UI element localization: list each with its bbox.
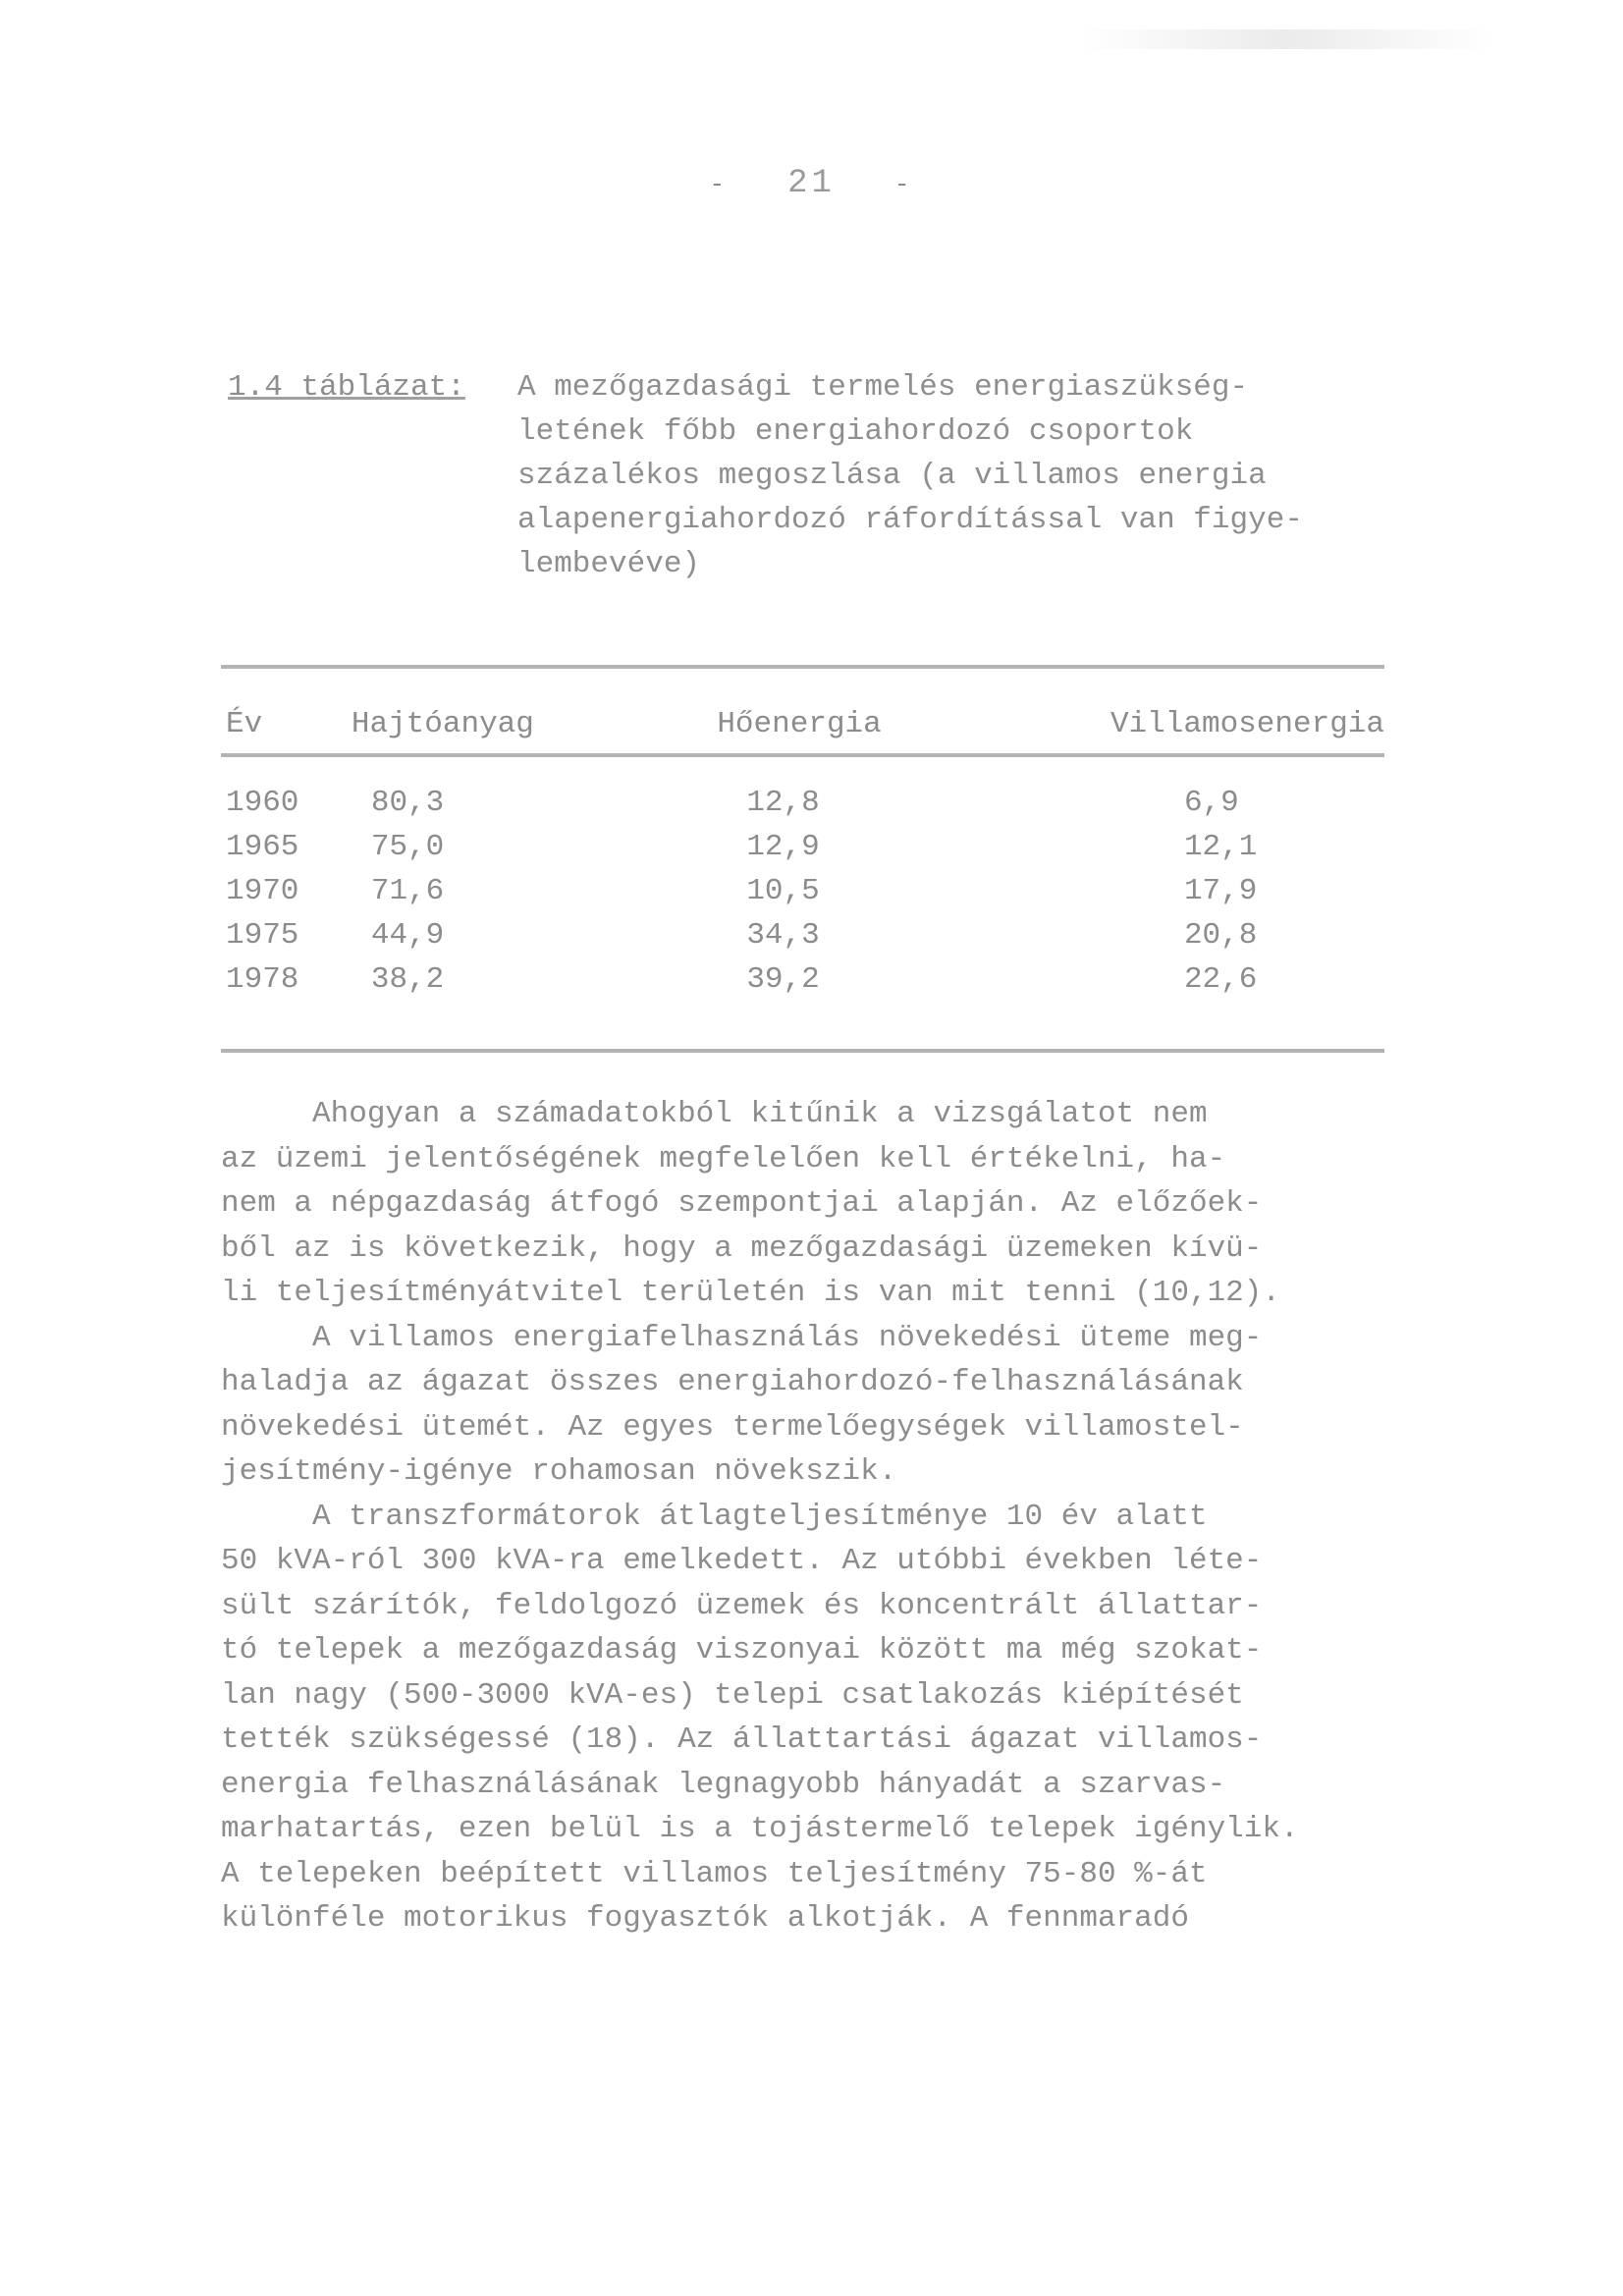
cell-electric-energy: 20,8: [1183, 918, 1258, 953]
cell-fuel: 38,2: [370, 962, 445, 997]
header-fuel: Hajtóanyag: [351, 706, 534, 741]
body-text: [221, 1092, 1429, 1941]
body-line: sült szárítók, feldolgozó üzemek és koncentrált állattar-: [221, 1588, 1263, 1623]
table-bottom-rule: [221, 1049, 1384, 1053]
cell-fuel: 44,9: [370, 918, 445, 953]
table-row: [226, 913, 1384, 957]
body-line: különféle motorikus fogyasztók alkotják. A fennmaradó: [221, 1901, 1189, 1936]
body-line: marhatartás, ezen belül is a tojástermelő telepek igénylik.: [221, 1812, 1299, 1846]
cell-electric-energy: 12,1: [1183, 830, 1258, 864]
table-row: [226, 957, 1384, 1002]
cell-year: 1965: [226, 830, 299, 864]
cell-electric-energy: 22,6: [1183, 962, 1258, 997]
page-number-value: 21: [787, 165, 836, 202]
cell-fuel: 71,6: [370, 874, 445, 908]
table-row: [226, 825, 1384, 869]
cell-fuel: 75,0: [370, 830, 445, 864]
cell-fuel: 80,3: [370, 786, 445, 820]
table-label: 1.4 táblázat:: [228, 370, 465, 405]
body-line: A villamos energiafelhasználás növekedési üteme meg-: [221, 1320, 1263, 1355]
header-year: Év: [226, 706, 263, 741]
cell-heat-energy: 39,2: [746, 962, 820, 997]
table-header-row: [226, 694, 1384, 753]
table-caption: [228, 365, 1426, 586]
body-line: tó telepek a mezőgazdaság viszonyai között ma még szokat-: [221, 1633, 1263, 1667]
page-number-dash-left: -: [709, 170, 730, 199]
body-line: A telepeken beépített villamos teljesítmény 75-80 %-át: [221, 1856, 1208, 1891]
caption-line: alapenergiahordozó ráfordítással van figye-: [517, 503, 1303, 537]
cell-heat-energy: 12,8: [746, 786, 820, 820]
body-line: jesítmény-igénye rohamosan növekszik.: [221, 1454, 897, 1489]
body-line: növekedési ütemét. Az egyes termelőegységek villamostel-: [221, 1409, 1244, 1445]
caption-line: letének főbb energiahordozó csoportok: [517, 414, 1194, 449]
cell-year: 1978: [226, 962, 299, 997]
body-line: tették szükségessé (18). Az állattartási ágazat villamos-: [221, 1722, 1263, 1757]
body-line: lan nagy (500-3000 kVA-es) telepi csatlakozás kiépítését: [221, 1677, 1244, 1713]
cell-year: 1975: [226, 918, 299, 953]
cell-heat-energy: 12,9: [746, 830, 820, 864]
body-line: Ahogyan a számadatokból kitűnik a vizsgálatot nem: [221, 1097, 1208, 1131]
body-line: ből az is következik, hogy a mezőgazdasági üzemeken kívü-: [221, 1230, 1263, 1266]
body-line: A transzformátorok átlagteljesítménye 10 év alatt: [221, 1499, 1208, 1534]
cell-heat-energy: 34,3: [746, 918, 820, 953]
table-row: [226, 781, 1384, 825]
cell-heat-energy: 10,5: [746, 874, 820, 908]
cell-year: 1960: [226, 786, 299, 820]
caption-line: lembevéve): [517, 547, 701, 581]
body-line: energia felhasználásának legnagyobb hányadát a szarvas-: [221, 1767, 1226, 1802]
energy-share-table: [226, 694, 1384, 1002]
scan-artifact: [1080, 29, 1492, 49]
table-top-rule: [221, 665, 1384, 669]
table-row: [226, 869, 1384, 913]
caption-line: százalékos megoszlása (a villamos energia: [517, 459, 1267, 493]
body-line: nem a népgazdaság átfogó szempontjai alapján. Az előzőek-: [221, 1186, 1263, 1221]
cell-year: 1970: [226, 874, 299, 908]
header-heat-energy: Hőenergia: [717, 706, 882, 741]
page-number: [0, 165, 1623, 202]
caption-line: A mezőgazdasági termelés energiaszükség-: [517, 370, 1249, 405]
body-line: li teljesítményátvitel területén is van mit tenni (10,12).: [221, 1276, 1280, 1310]
cell-electric-energy: 17,9: [1183, 874, 1258, 908]
header-electric-energy: Villamosenergia: [1109, 706, 1384, 741]
body-line: az üzemi jelentőségének megfelelően kell értékelni, ha-: [221, 1141, 1226, 1176]
body-line: haladja az ágazat összes energiahordozó-felhasználásának: [221, 1365, 1244, 1399]
cell-electric-energy: 6,9: [1183, 786, 1239, 820]
page-number-dash-right: -: [893, 170, 914, 199]
body-line: 50 kVA-ról 300 kVA-ra emelkedett. Az utóbbi években léte-: [221, 1544, 1263, 1578]
